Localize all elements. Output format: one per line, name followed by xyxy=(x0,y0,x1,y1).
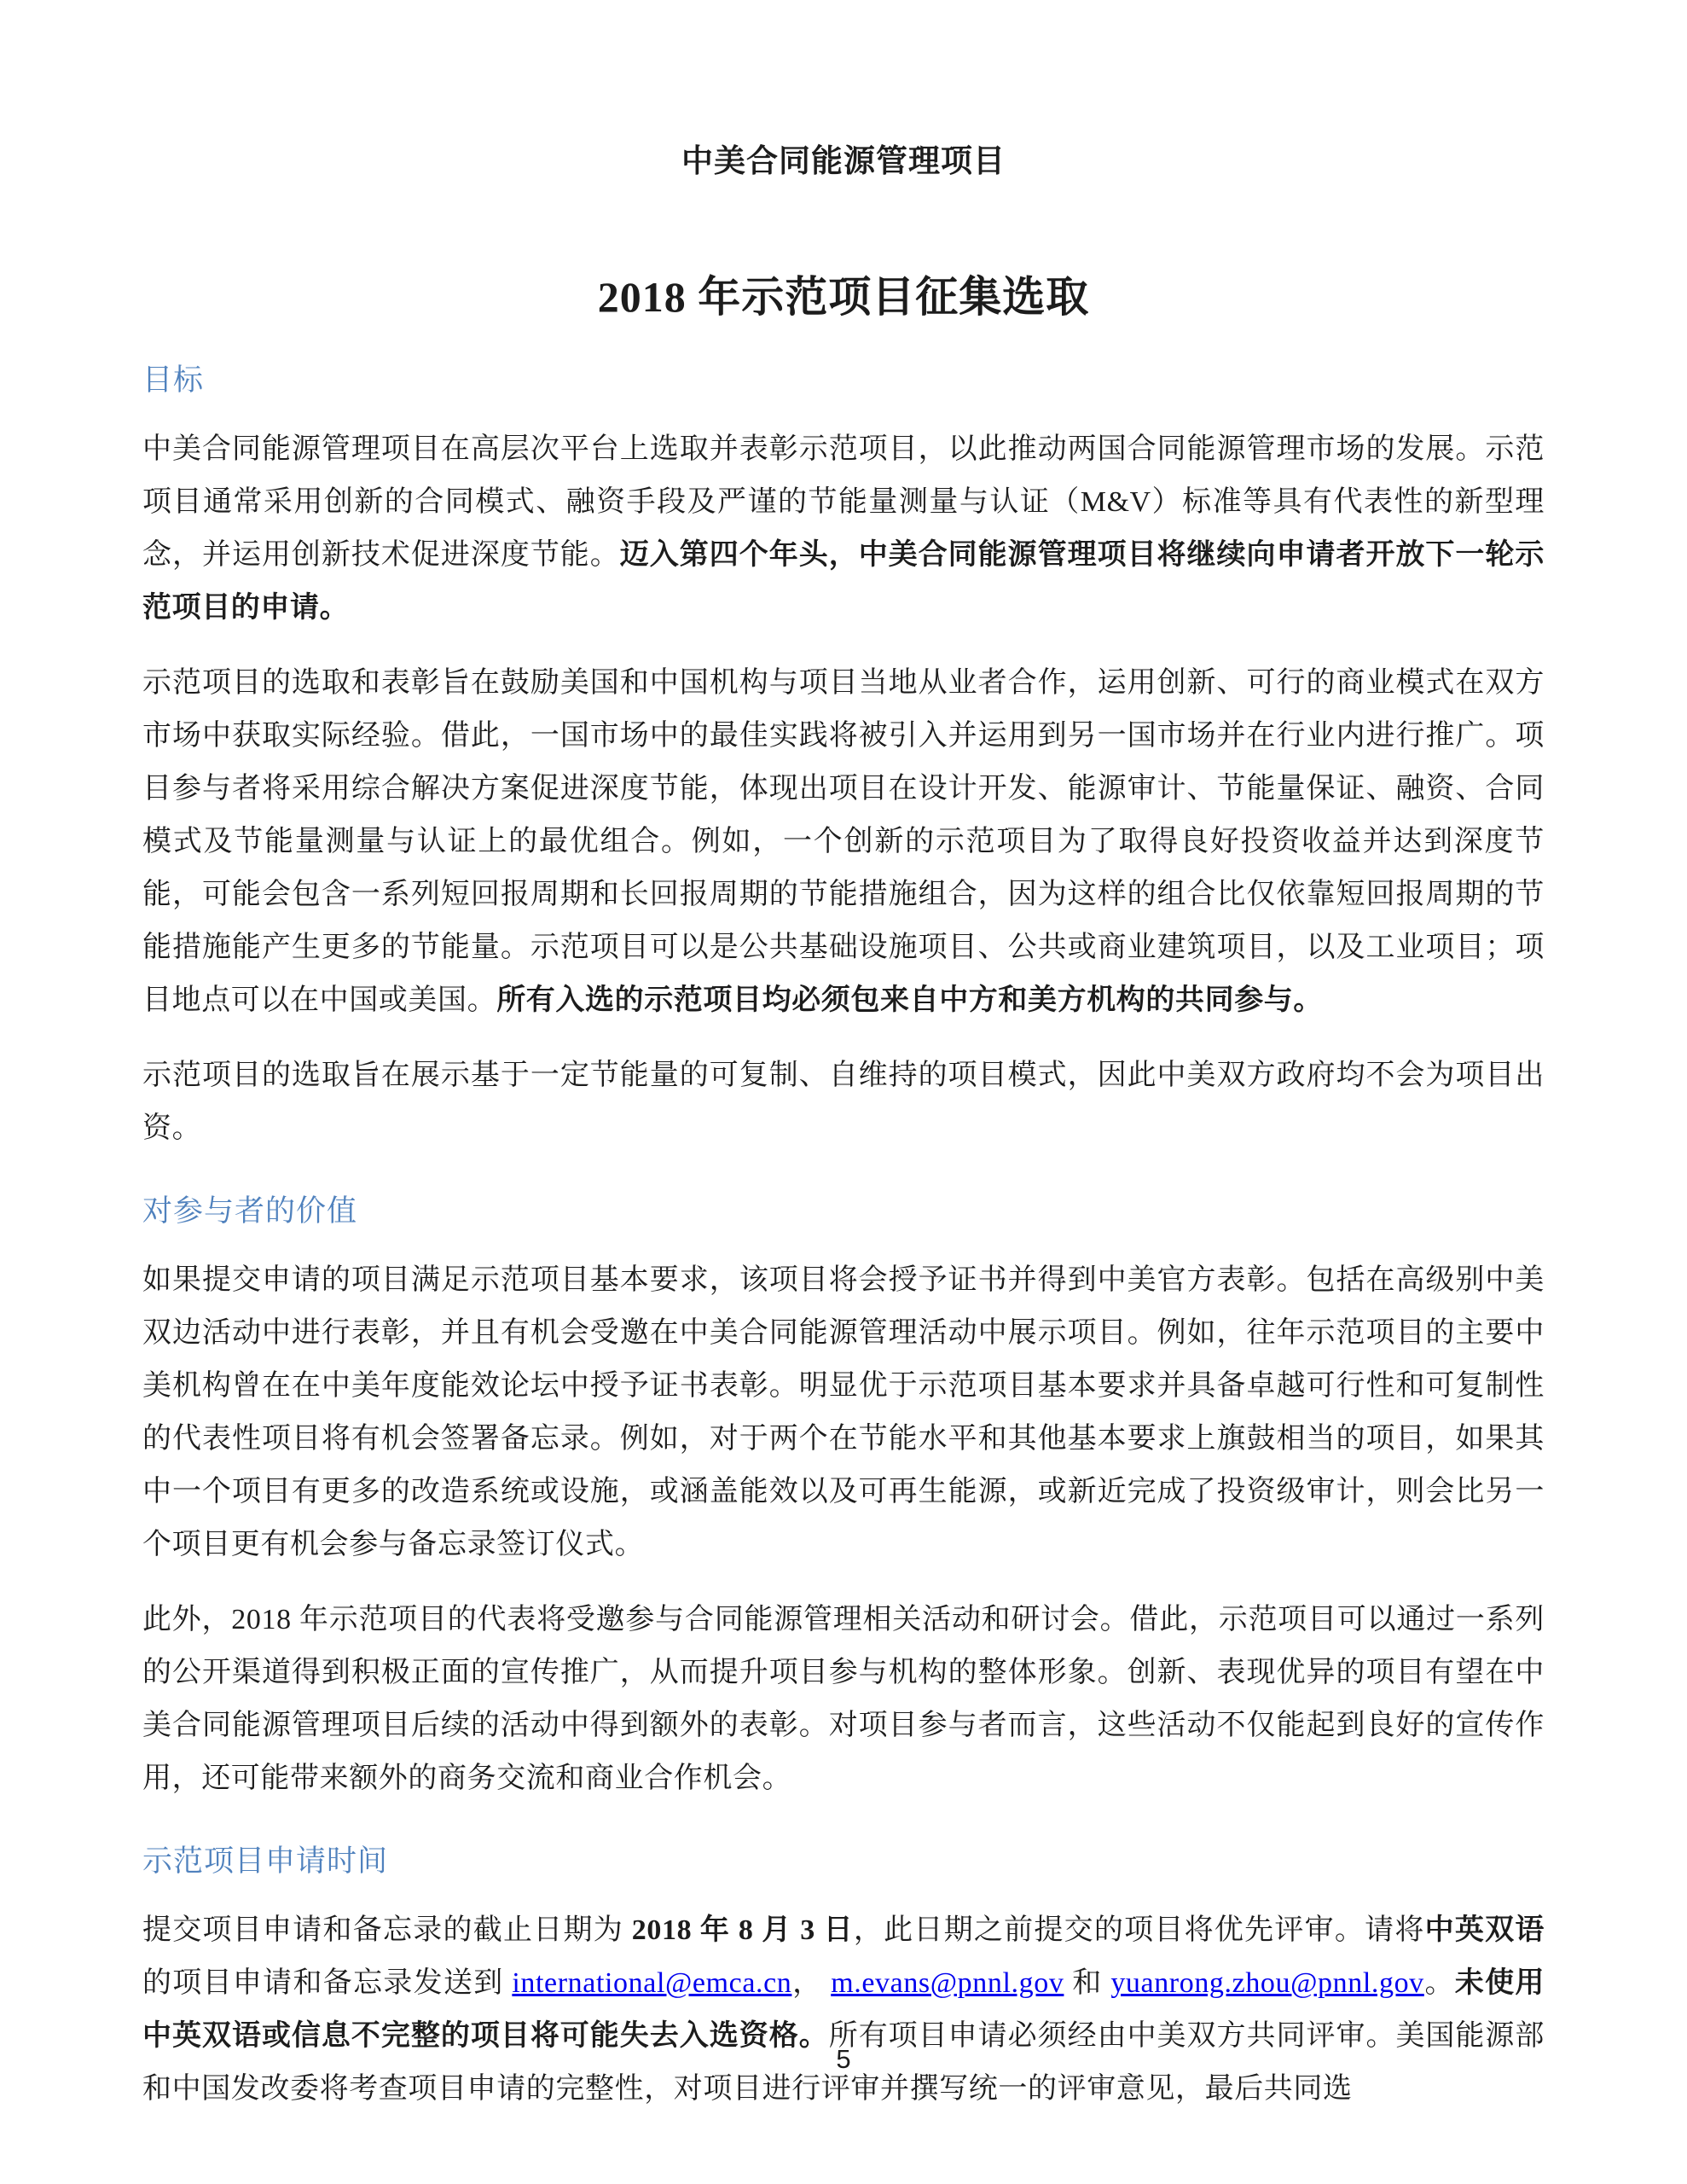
text-run: ， xyxy=(791,1967,832,1999)
document-subtitle: 中美合同能源管理项目 xyxy=(681,144,1006,179)
text-run: 和 xyxy=(1064,1967,1111,1999)
email-link[interactable]: yuanrong.zhou@pnnl.gov xyxy=(1110,1967,1424,1999)
text-run: 提交项目申请和备忘录的截止日期为 xyxy=(142,1914,632,1946)
bold-text: 2018 年 8 月 3 日 xyxy=(631,1914,854,1946)
text-run: 示范项目的选取和表彰旨在鼓励美国和中国机构与项目当地从业者合作，运用创新、可行的商业模式在双方市场中获取实际经验。借此，一国市场中的最佳实践将被引入并运用到另一国市场并在行业内进行推广。项目参与者将采用综合解决方案促进深度节能，体现出项目在设计开发、能源审计、节能量保证、融资、合同模式及节能量测量与认证上的最优组合。例如，一个创新的示范项目为了取得良好投资收益并达到深度节能，可能会包含一系列短回报周期和长回报周期的节能措施组合，因为这样的组合比仅依靠短回报周期的节能措施能产生更多的节能量。示范项目可以是公共基础设施项目、公共或商业建筑项目，以及工业项目；项目地点可以在中国或美国。 xyxy=(142,667,1545,1016)
email-link[interactable]: international@emca.cn xyxy=(512,1967,792,1999)
paragraph xyxy=(142,1049,1545,1155)
bold-text: 未使用中英双语或信息不完整的项目将可能失去入选资格。 xyxy=(142,1967,1545,2052)
bold-text: 所有入选的示范项目均必须包来自中方和美方机构的共同参与。 xyxy=(496,985,1324,1016)
text-run: 的项目申请和备忘录发送到 xyxy=(142,1967,513,1999)
document-header xyxy=(142,135,1545,324)
document-body xyxy=(142,357,1545,2116)
text-run: 所有项目申请必须经由中美双方共同评审。美国能源部和中国发改委将考查项目申请的完整性，对项目进行评审并撰写统一的评审意见，最后共同选 xyxy=(142,2020,1545,2105)
bold-text: 迈入第四个年头，中美合同能源管理项目将继续向申请者开放下一轮示范项目的申请。 xyxy=(142,539,1545,624)
page-number: 5 xyxy=(836,2044,851,2074)
text-run: 此外，2018 年示范项目的代表将受邀参与合同能源管理相关活动和研讨会。借此，示范项目可以通过一系列的公开渠道得到积极正面的宣传推广，从而提升项目参与机构的整体形象。创新、表现优异的项目有望在中美合同能源管理项目后续的活动中得到额外的表彰。对项目参与者而言，这些活动不仅能起到良好的宣传作用，还可能带来额外的商务交流和商业合作机会。 xyxy=(142,1604,1545,1794)
text-run: ，此日期之前提交的项目将优先评审。请将 xyxy=(853,1914,1425,1946)
paragraph xyxy=(142,1594,1545,1805)
paragraph xyxy=(142,423,1545,635)
section-heading: 示范项目申请时间 xyxy=(142,1844,389,1878)
section-heading: 对参与者的价值 xyxy=(142,1194,358,1228)
bold-text: 中英双语 xyxy=(1424,1914,1545,1946)
paragraph xyxy=(142,1254,1545,1571)
text-run: 。 xyxy=(1423,1967,1455,1999)
section-heading: 目标 xyxy=(142,363,205,397)
email-link[interactable]: m.evans@pnnl.gov xyxy=(831,1967,1064,1999)
text-run: 示范项目的选取旨在展示基于一定节能量的可复制、自维持的项目模式，因此中美双方政府均不会为项目出资。 xyxy=(142,1060,1545,1144)
document-title: 2018 年示范项目征集选取 xyxy=(597,273,1090,321)
text-run: 中美合同能源管理项目在高层次平台上选取并表彰示范项目，以此推动两国合同能源管理市场的发展。示范项目通常采用创新的合同模式、融资手段及严谨的节能量测量与认证（M&V）标准等具有代表性的新型理念，并运用创新技术促进深度节能。 xyxy=(142,433,1545,571)
text-run: 如果提交申请的项目满足示范项目基本要求，该项目将会授予证书并得到中美官方表彰。包括在高级别中美双边活动中进行表彰，并且有机会受邀在中美合同能源管理活动中展示项目。例如，往年示范项目的主要中美机构曾在在中美年度能效论坛中授予证书表彰。明显优于示范项目基本要求并具备卓越可行性和可复制性的代表性项目将有机会签署备忘录。例如，对于两个在节能水平和其他基本要求上旗鼓相当的项目，如果其中一个项目有更多的改造系统或设施，或涵盖能效以及可再生能源，或新近完成了投资级审计，则会比另一个项目更有机会参与备忘录签订仪式。 xyxy=(142,1264,1545,1560)
paragraph xyxy=(142,657,1545,1027)
paragraph xyxy=(142,1904,1545,2116)
